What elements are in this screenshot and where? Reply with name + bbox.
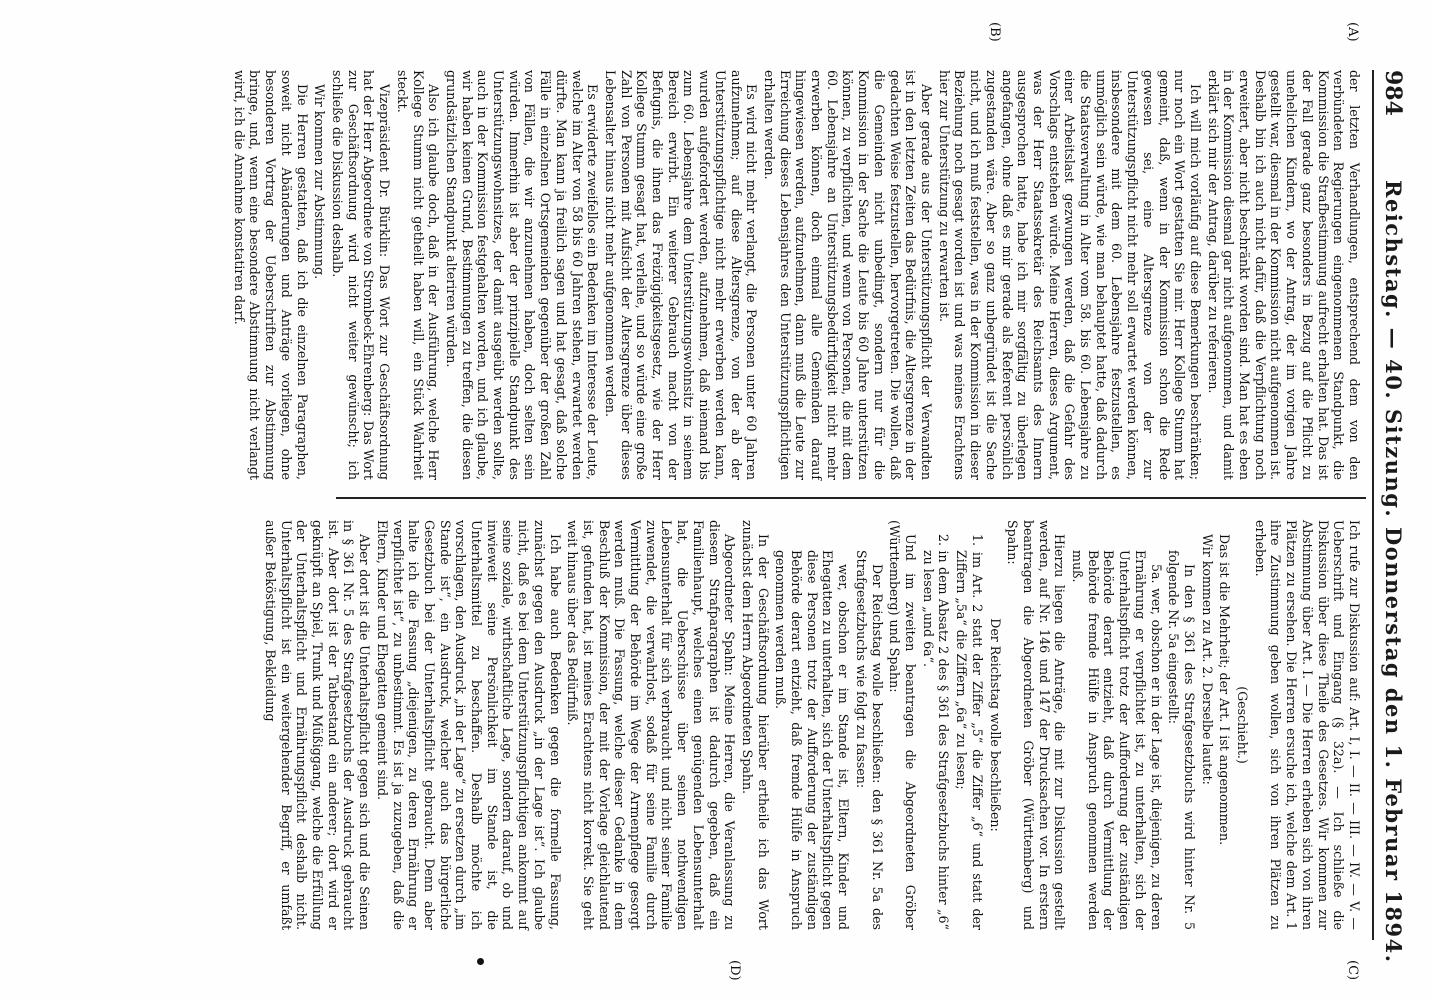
paragraph: Die Herren gestatten, daß ich die einzelnen Paragraphen, soweit nicht Abänderungen und Anträge vorliegen, ohne besonderen Vortrag der Ueberschriften zur Abstimmung bringe, und, wenn eine besondere Abstimmung nicht verlangt wird, ich die Annahme konstatiren darf. xyxy=(231,70,310,480)
margin-marker-b: (B) xyxy=(987,22,1002,42)
right-column xyxy=(262,520,1362,930)
paragraph: Abgeordneter Spahn: Meine Herren, die Veranlassung zu diesem Strafparagraphen ist dadurch gegeben, daß ein Familienhaupt, welches einen genügenden Lebensunterhalt hat, die Ueberschüsse über seinen nothwendigen Lebensunterhalt für sich verbraucht und nicht seiner Familie zuwendet, die verwahrlost, sodaß für seine Familie durch Vermittlung der Behörde im Wege der Armenpflege gesorgt werden muß. Die Fassung, welche dieser Gedanke in dem Beschluß der Kommission, der mit der Vorlage gleichlautend ist, gefunden hat, ist meines Erachtens nicht korrekt. Sie geht weit hinaus über das Bedürfniß. xyxy=(565,520,738,930)
margin-marker-c: (C) xyxy=(1345,960,1360,981)
paragraph: Das ist die Mehrheit; der Art. I ist angenommen. xyxy=(1217,534,1233,846)
paragraph: Aber gerade aus der Unterstützungspflicht der Verwandten ist in den letzten Zeiten das Bedürfnis, die Altersgrenze in der gedachten Weise festzustellen, hervorgetreten. Die wollen, daß die Gemeinden nicht unbedingt, sondern nur für die Kommission in der Sache die Leute bis 60 Jahre unterstützen können, zu verpflichten, und wenn von Personen, die mit dem 60. Lebensjahre an Unterstützungsbedürftigkeit nicht mehr erwerben können, doch einmal alle Gemeinden darauf hingewiesen werden, aufzunehmen, dann muß die Leute zur Erreichung dieses Lebensjahres den Unterstützungspflichtigen erhalten werden. xyxy=(761,70,935,480)
paragraph: Ich rufe zur Diskussion auf: Art. I, I. — II. — III. — IV. — V. — Ueberschrift und Eingang (§ 32a). — Ich schließe die Diskussion über diese Theile des Gesetzes. Wir kommen zur Abstimmung über Art. I. — Die Herren erheben sich von ihren Plätzen zu ersehen. Die Herren ersuche ich, welche dem Art. 1 ihre Zustimmung geben wollen, sich von ihren Plätzen zu erheben. xyxy=(1252,520,1362,930)
paragraph: (Geschieht.) xyxy=(1235,686,1251,764)
list-item: 2. in dem Absatz 2 des § 361 des Strafgesetzbuchs hinter „6“ zu lesen „und 6a“. xyxy=(920,534,952,930)
paragraph: Ich habe auch Bedenken gegen die formelle Fassung, zunächst gegen den Ausdruck „in der Lage ist“. Ich glaube nicht, daß es bei dem Unterstützungspflichtigen ankommt auf seine soziale, wirthschaftliche Lage, sondern darauf, ob und inwieweit seine Persönlichkeit im Stande ist, die Unterhaltsmittel zu beschaffen. Deshalb möchte ich vorschlagen, den Ausdruck „in der Lage“ zu ersetzen durch „im Stande ist“, ein Ausdruck, welcher auch das bürgerliche Gesetzbuch bei der Unterhaltspflicht gebraucht. Denn aber halte ich die Fassung „diejenigen, zu deren Ernährung er verpflichtet ist“, zu unbestimmt. Es ist ja zuzugeben, daß die Eltern, Kinder und Ehegatten gemeint sind. xyxy=(374,520,563,930)
page-number: 984 xyxy=(1380,70,1406,116)
paragraph: Es erwiderte zweifellos ein Bedenken im Interesse der Leute, welche im Alter von 58 bis 60 Jahren stehen, erwartet werden dürfte. Man kann ja freilich sagen und hat gesagt, daß solche Fälle in einzelnen Ortsgemeinden gegenüber der großen Zahl von Fällen, die wir anzunehmen haben, doch selten sein würden. Immerhin ist aber der prinzipielle Standpunkt des Unterstützungswohnsitzes, der damit ausgeübt werden sollte, auch in der Kommission festgehalten worden, und ich glaube, wir haben keinen Grund, Bestimmungen zu treffen, die diesen grundsätzlichen Standpunkt alteriren würden. xyxy=(443,70,601,480)
paragraph: Es wird nicht mehr verlangt, die Personen unter 60 Jahren aufzunehmen; auf diese Altersgrenze, von der ab der Unterstützungspflichtige nicht mehr erwerben werden kann, wurden aufgefordert werden, aufzunehmen, daß niemand bis zum 60. Lebensjahre dem Unterstützungswohnsitz in seinem Bereich erwirbt. Ein weiterer Gebrauch macht von der Befugnis, die ihnen das Freizügigkeitsgesetz, wie der Herr Kollege Stumm gesagt hat, verleihe, und so würde eine große Zahl von Personen mit Aufsicht der Altersgrenze über dieses Lebensalter hinaus nicht mehr aufgenommen werden. xyxy=(602,70,760,480)
paragraph: Aber dort ist die Unterhaltspflicht gegen sich und die Seinen in § 361 Nr. 5 des Strafgesetzbuchs der Ausdruck gebraucht ist. Aber dort ist der Tatbestand ein anderer; dort wird er geknüpft an Spiel, Trunk und Müßiggang, welche die Erfüllung der Unterhaltspflicht und Ernährungspflicht deshalb nicht. Unterhaltspflicht ist ein weitergehender Begriff, er umfaßt außer Beköstigung, Bekleidung xyxy=(262,520,373,930)
page-header xyxy=(1372,70,1408,964)
paragraph: der letzten Verhandlungen, entsprechend dem von den verbündeten Regierungen eingenommenen Standpunkt, die Kommission die Strafbestimmung aufrecht erhalten hat. Das ist der Fall gerade ganz besonders in Bezug auf die Pflicht zu unehelichen Kindern, wo der Antrag, der im vorigen Jahre gestellt war, diesmal in der Kommission nicht aufgenommen ist. Deshalb bin ich auch nicht dafür, daß die Verpflichtung noch erweitert, aber nicht beschränkt worden sind. Man hat es eben in der Kommission diesmal gar nicht aufgenommen, und damit erklärt sich mir der Antrag, darüber zu referieren. xyxy=(1205,70,1362,480)
paragraph: Wir kommen zu Art. 2. Derselbe lautet: xyxy=(1199,534,1215,785)
running-head: Reichstag. — 40. Sitzung. Donnerstag den 1. Februar 1894. xyxy=(1381,180,1406,964)
paragraph: wer, obschon er im Stande ist, Eltern, Kinder und Ehegatten zu unterhalten, sich der Unterhaltspflicht gegen diese Personen trotz der Aufforderung der zuständigen Behörde derart entzieht, daß fremde Hülfe in Anspruch genommen werden muß. xyxy=(773,550,852,930)
margin-marker-a: (A) xyxy=(1345,22,1360,42)
paragraph: 5a. wer, obschon er in der Lage ist, diejenigen, zu deren Ernährung er verpflichtet ist, zu unterhalten, sich der Unterhaltspflicht trotz der Aufforderung der zuständigen Behörde derart entzieht, daß durch Vermittlung der Behörde fremde Hülfe in Anspruch genommen werden muß. xyxy=(1070,550,1164,930)
margin-marker-d: (D) xyxy=(727,960,742,981)
paragraph: Vizepräsident Dr. Bürklin: Das Wort zur Geschäftsordnung hat der Herr Abgeordnete von Strombeck-Ehrenberg: Das Wort zur Geschäftsordnung wird nicht weiter gewünscht; ich schließe die Diskussion deshalb. xyxy=(330,70,393,480)
paragraph: In der Geschäftsordnung hierüber ertheile ich das Wort zunächst dem Herrn Abgeordneten Spahn. xyxy=(739,520,771,930)
paragraph: Der Reichstag wolle beschließen: xyxy=(987,618,1003,832)
paragraph: Der Reichstag wolle beschließen: den § 361 Nr. 5a des Strafgesetzbuchs wie folgt zu fassen: xyxy=(853,550,885,930)
paragraph: Hierzu liegen die Anträge, die mit zur Diskussion gestellt werden, auf Nr. 146 und 147 der Drucksachen vor. In erstern beantragen die Abgeordneten Gröber (Württemberg) und Spahn: xyxy=(1005,520,1068,930)
left-column xyxy=(231,70,1362,480)
column-divider xyxy=(336,497,1366,499)
paragraph: Und im zweiten beantragen die Abgeordneten Gröber (Württemberg) und Spahn: xyxy=(887,520,919,930)
paragraph: Ich will mich vorläufig auf diese Bemerkungen beschränken; nur noch ein Wort gestatten Sie mir. Herr Kollege Stumm hat gemeint, daß, wenn in der Kommission schon die Rede gewesen sei, eine Altersgrenze von der zur Unterstützungspflicht nicht mehr soll erwartet werden können, insbesondere mit dem 60. Lebensjahre festzustellen, es unmöglich sein würde, wie man behauptet hatte, daß dadurch die Staatsverwaltung in Alter vom 58. bis 60. Lebensjahre zu einer Arbeitslast gezwungen werden, daß die Gefahr des Vorschlags entstehen würde. Meine Herren, dieses Argument, was der Herr Staatssekretär des Reichsamts des Innern ausgesprochen hatte, habe ich mir sorgfältig zu überlegen angefangen, ohne daß es mir gerade als Referent persönlich zugestanden wäre. Aber so ganz unbegründet ist die Sache nicht, und ich muß feststellen, was in der Kommission in dieser Beziehung noch gesagt worden ist und was meines Erachtens hier zur Unterstützung zu erwarten ist. xyxy=(936,70,1203,480)
list-item: 1. im Art. 2 statt der Ziffer „5“ die Ziffer „6“ und statt der Ziffern „5a“ die Ziffern „6a“ zu lesen; xyxy=(954,534,985,930)
ink-dot xyxy=(477,958,484,965)
paragraph: Wir kommen zur Abstimmung. xyxy=(312,84,328,280)
paragraph: Also ich glaube doch, daß in der Ausführung, welche Herr Kollege Stumm nicht getheilt haben will, ein Stück Wahrheit steckt. xyxy=(394,70,442,480)
paragraph: In den § 361 des Strafgesetzbuchs wird hinter Nr. 5 folgende Nr. 5a eingestellt: xyxy=(1166,550,1197,930)
